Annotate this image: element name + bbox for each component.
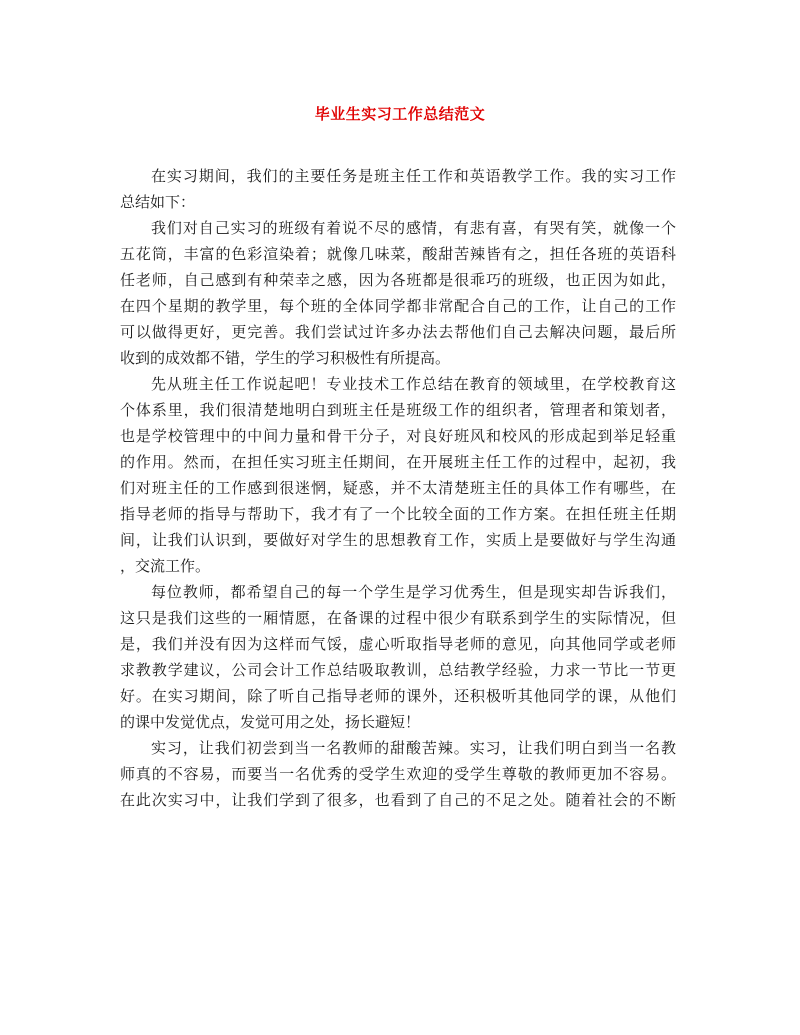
text-line: 指导老师的指导与帮助下，我才有了一个比较全面的工作方案。在担任班主任期 xyxy=(120,505,676,523)
paragraph xyxy=(120,579,676,735)
text-line: 师真的不容易，而要当一名优秀的受学生欢迎的受学生尊敬的教师更加不容易。 xyxy=(120,765,676,783)
text-line: 实习，让我们初尝到当一名教师的甜酸苦辣。实习，让我们明白到当一名教 xyxy=(151,739,676,757)
text-line: 的课中发觉优点，发觉可用之处，扬长避短！ xyxy=(120,713,421,731)
text-line: 我们对自己实习的班级有着说不尽的感情，有悲有喜，有哭有笑，就像一个 xyxy=(151,219,676,237)
text-line: 个体系里，我们很清楚地明白到班主任是班级工作的组织者，管理者和策划者， xyxy=(120,401,676,419)
text-line: 也是学校管理中的中间力量和骨干分子，对良好班风和校风的形成起到举足轻重 xyxy=(120,427,676,445)
text-line: 每位教师，都希望自己的每一个学生是学习优秀生，但是现实却告诉我们， xyxy=(151,583,676,601)
text-line: 是，我们并没有因为这样而气馁，虚心听取指导老师的意见，向其他同学或老师 xyxy=(120,635,676,653)
text-line: 在实习期间，我们的主要任务是班主任工作和英语教学工作。我的实习工作 xyxy=(151,167,676,185)
text-line: 在此次实习中，让我们学到了很多，也看到了自己的不足之处。随着社会的不断 xyxy=(120,791,676,809)
text-line: 先从班主任工作说起吧！专业技术工作总结在教育的领域里，在学校教育这 xyxy=(151,375,676,393)
text-line: 求教教学建议，公司会计工作总结吸取教训，总结教学经验，力求一节比一节更 xyxy=(120,661,676,679)
document-title: 毕业生实习工作总结范文 xyxy=(314,105,486,123)
text-line: 好。在实习期间，除了听自己指导老师的课外，还积极听其他同学的课，从他们 xyxy=(120,687,676,705)
text-line: 收到的成效都不错，学生的学习积极性有所提高。 xyxy=(120,349,451,367)
text-line: 在四个星期的教学里，每个班的全体同学都非常配合自己的工作，让自己的工作 xyxy=(120,297,676,315)
paragraph xyxy=(120,215,676,371)
text-line: 总结如下： xyxy=(120,193,196,211)
text-line: 这只是我们这些的一厢情愿，在备课的过程中很少有联系到学生的实际情况，但 xyxy=(120,609,676,627)
paragraph xyxy=(120,371,676,579)
document-body xyxy=(120,163,676,813)
text-line: 可以做得更好，更完善。我们尝试过许多办法去帮他们自己去解决问题，最后所 xyxy=(120,323,676,341)
text-line: ，交流工作。 xyxy=(120,557,211,575)
text-line: 五花筒，丰富的色彩渲染着；就像几味菜，酸甜苦辣皆有之，担任各班的英语科 xyxy=(120,245,676,263)
text-line: 的作用。然而，在担任实习班主任期间，在开展班主任工作的过程中，起初，我 xyxy=(120,453,676,471)
text-line: 任老师，自己感到有种荣幸之感，因为各班都是很乖巧的班级，也正因为如此， xyxy=(120,271,676,289)
text-line: 们对班主任的工作感到很迷惘，疑惑，并不太清楚班主任的具体工作有哪些，在 xyxy=(120,479,676,497)
paragraph xyxy=(120,735,676,813)
text-line: 间，让我们认识到，要做好对学生的思想教育工作，实质上是要做好与学生沟通 xyxy=(120,531,676,549)
paragraph xyxy=(120,163,676,215)
